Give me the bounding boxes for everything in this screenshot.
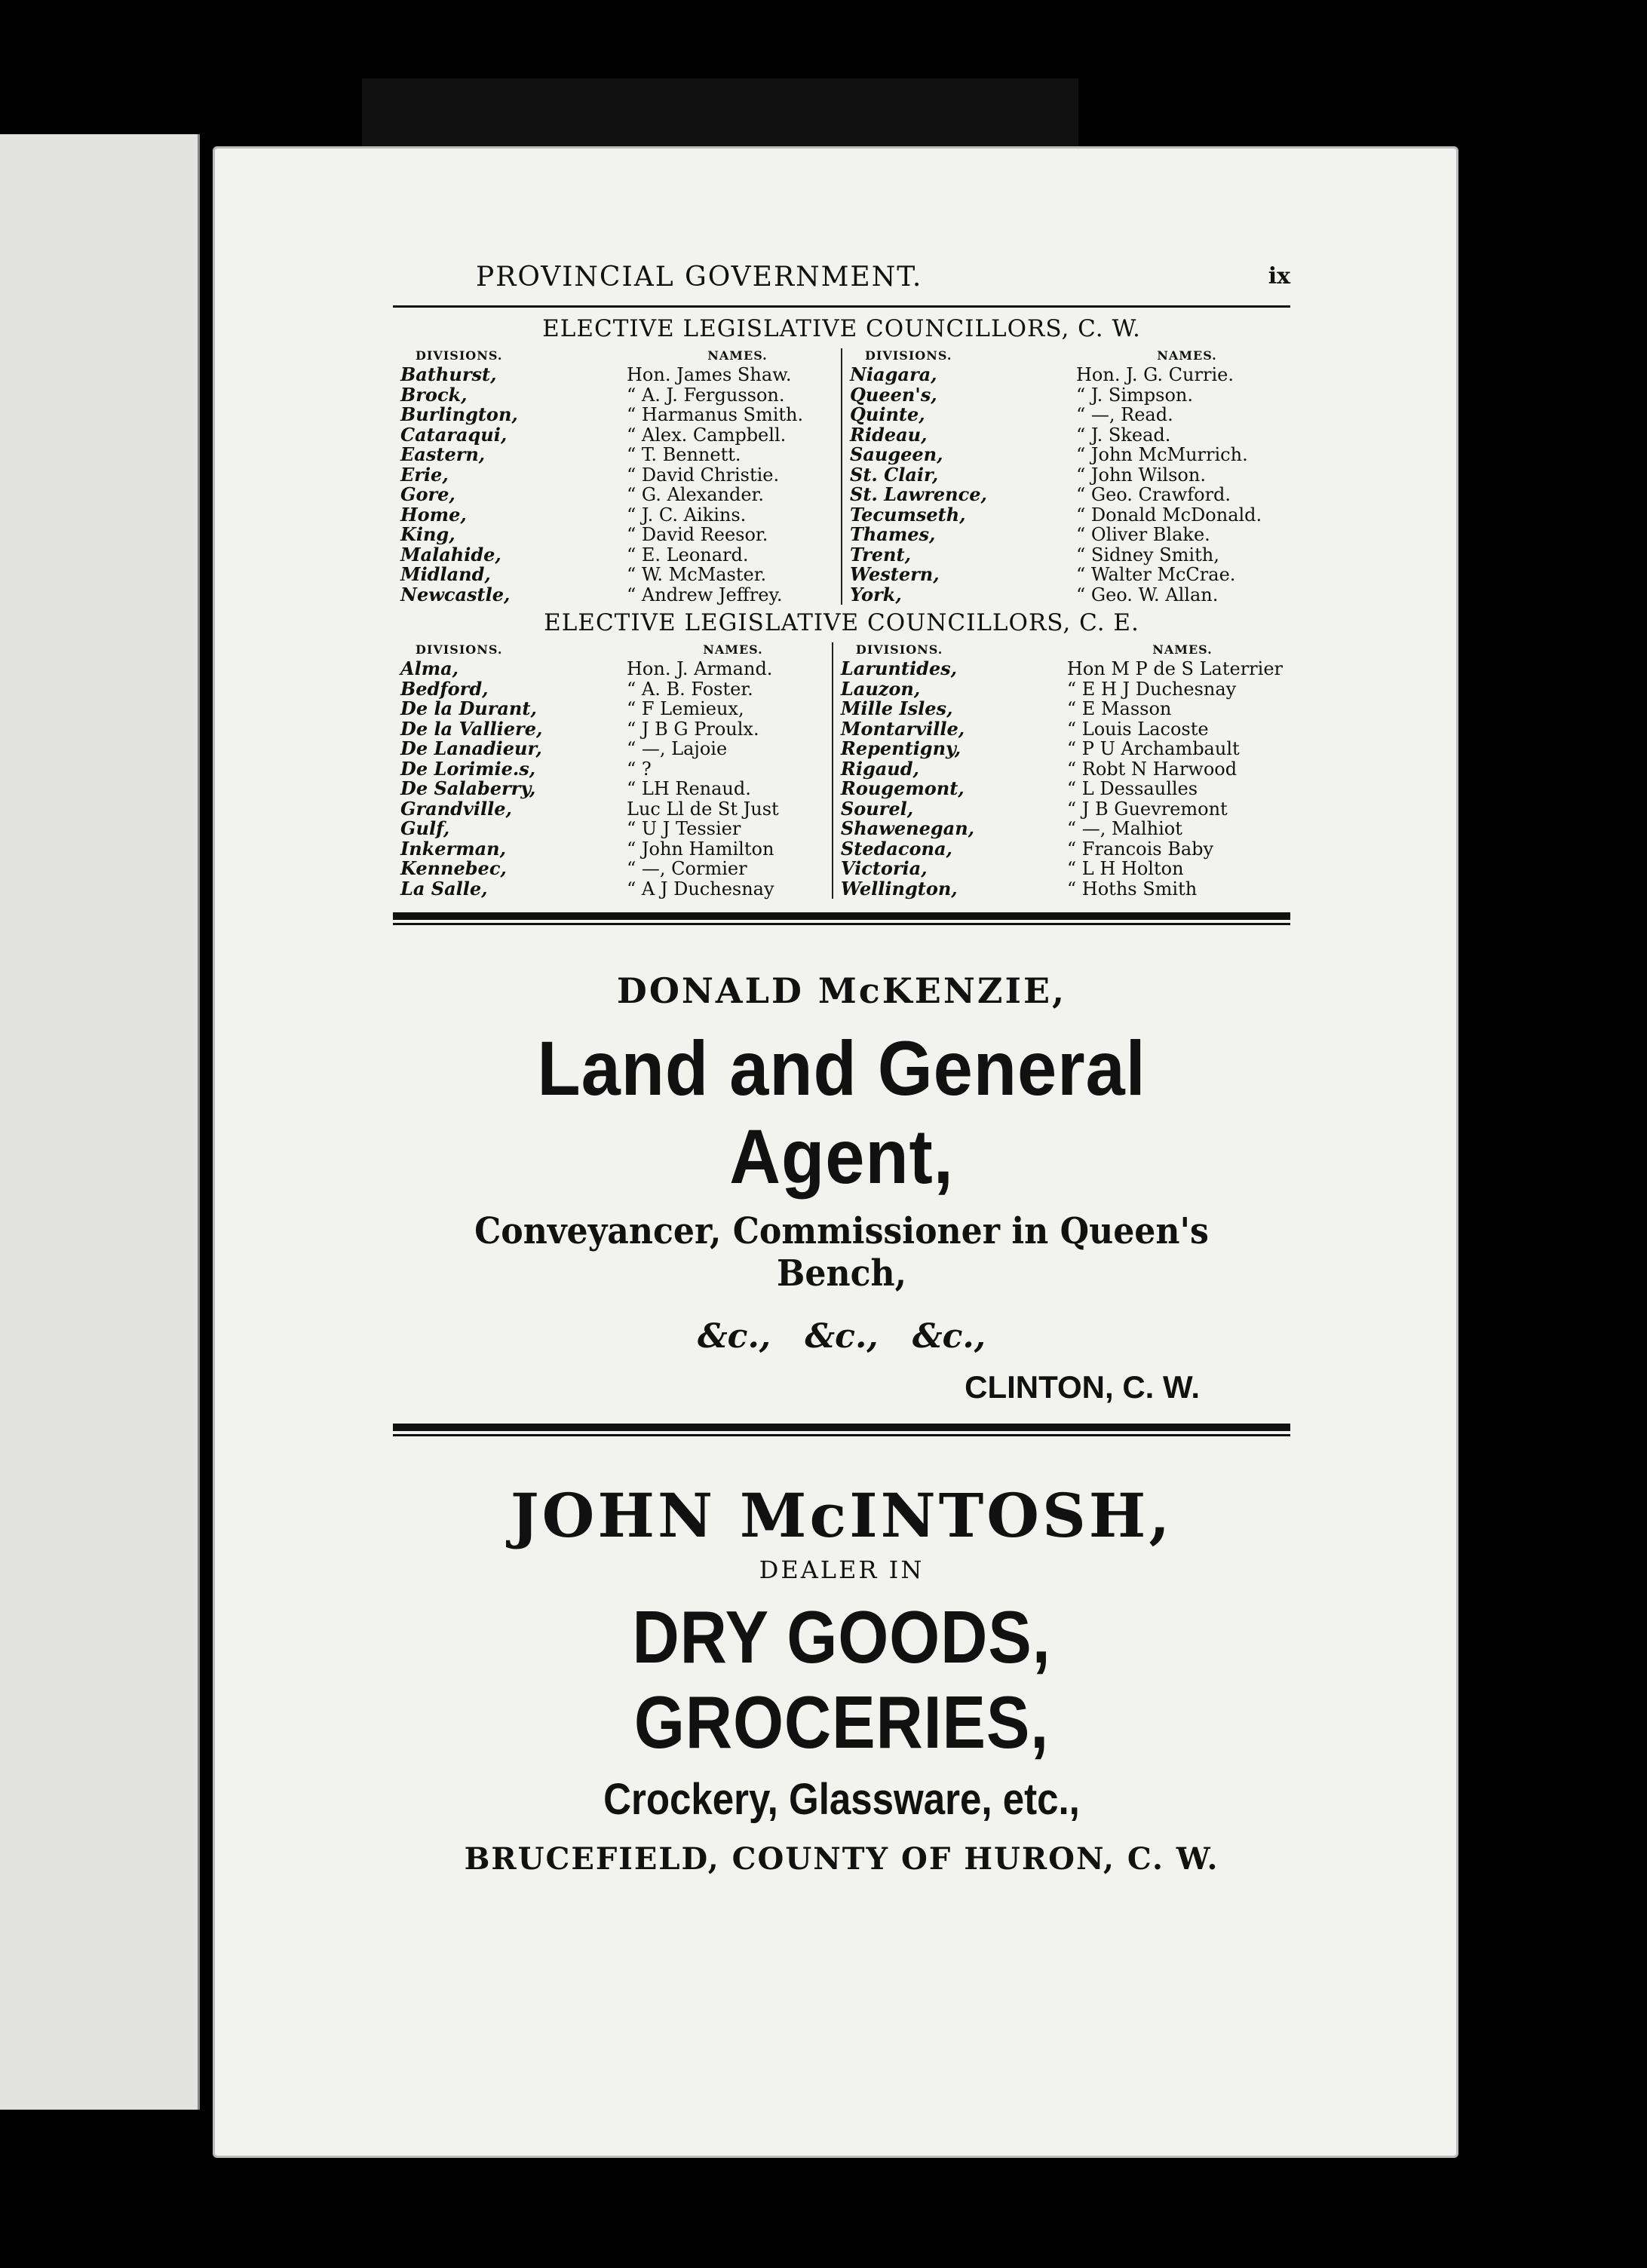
council-row bbox=[400, 759, 824, 780]
councillor-name: “ Sidney Smith, bbox=[1076, 544, 1219, 565]
ad1-town: CLINTON, C. W. bbox=[965, 1369, 1200, 1405]
division-name: Rideau, bbox=[850, 423, 928, 446]
division-name: Thames, bbox=[850, 523, 936, 545]
division-name: De Lorimie.s, bbox=[400, 757, 536, 780]
division-name: Wellington, bbox=[840, 877, 958, 900]
ce-left-rows bbox=[400, 659, 824, 899]
councillor-name: “ Harmanus Smith. bbox=[627, 404, 804, 425]
division-name: Shawenegan, bbox=[840, 817, 975, 839]
ad2-dealer: DEALER IN bbox=[759, 1555, 925, 1584]
councillor-name: “ Donald McDonald. bbox=[1076, 504, 1262, 526]
division-name: Eastern, bbox=[400, 443, 486, 465]
councillor-name: Luc Ll de St Just bbox=[627, 798, 779, 820]
councillor-name: “ J B Guevremont bbox=[1066, 798, 1228, 820]
council-row bbox=[850, 385, 1283, 406]
council-row bbox=[841, 819, 1283, 839]
division-name: Saugeen, bbox=[850, 443, 943, 465]
division-name: Sourel, bbox=[840, 797, 914, 820]
heavy-rule bbox=[393, 1424, 1290, 1436]
ad1-headline: Land and General Agent, bbox=[537, 1025, 1146, 1200]
council-row bbox=[400, 465, 833, 486]
advertisement-mcintosh bbox=[393, 1480, 1290, 1877]
councillor-name: “ Walter McCrae. bbox=[1076, 564, 1236, 585]
councillor-name: “ David Christie. bbox=[627, 464, 780, 486]
council-row bbox=[841, 719, 1283, 740]
councillor-name: Hon. J. G. Currie. bbox=[1076, 364, 1234, 385]
names-header: NAMES. bbox=[703, 642, 763, 657]
councillor-name: “ J B G Proulx. bbox=[627, 718, 759, 740]
ad2-headline: DRY GOODS, GROCERIES, bbox=[632, 1595, 1051, 1764]
councillor-name: “ U J Tessier bbox=[627, 818, 741, 839]
division-name: York, bbox=[850, 583, 902, 605]
advertisement-mckenzie bbox=[393, 970, 1290, 1405]
councillor-name: “ Alex. Campbell. bbox=[627, 424, 787, 446]
council-row bbox=[841, 799, 1283, 820]
councillor-name: “ G. Alexander. bbox=[627, 484, 765, 505]
councillor-name: “ A. B. Foster. bbox=[627, 678, 753, 700]
divisions-header: DIVISIONS. bbox=[416, 642, 503, 657]
names-header: NAMES. bbox=[1152, 642, 1213, 657]
division-name: Laruntides, bbox=[840, 657, 957, 679]
division-name: Rigaud, bbox=[840, 757, 919, 780]
names-header: NAMES. bbox=[707, 348, 768, 363]
ad2-name: JOHN McINTOSH, bbox=[510, 1480, 1173, 1551]
council-row bbox=[850, 465, 1283, 486]
councillor-name: “ A. J. Fergusson. bbox=[627, 384, 785, 406]
council-row bbox=[850, 585, 1283, 605]
council-row bbox=[400, 779, 824, 799]
councillor-name: “ P U Archambault bbox=[1066, 738, 1240, 759]
council-row bbox=[400, 799, 824, 820]
cw-left-rows bbox=[400, 365, 833, 605]
councillor-name: “ —, Cormier bbox=[627, 858, 747, 879]
ad1-name: DONALD McKENZIE, bbox=[616, 970, 1067, 1011]
division-name: Bedford, bbox=[400, 677, 489, 700]
running-title: PROVINCIAL GOVERNMENT. bbox=[476, 262, 923, 293]
councillor-name: “ E Masson bbox=[1066, 698, 1172, 719]
councillor-name: Hon. James Shaw. bbox=[627, 364, 792, 385]
division-name: Kennebec, bbox=[400, 857, 507, 879]
councillor-name: “ Francois Baby bbox=[1066, 838, 1214, 860]
councillor-name: “ John Hamilton bbox=[627, 838, 774, 860]
council-row bbox=[400, 585, 833, 605]
councillor-name: “ A J Duchesnay bbox=[627, 878, 774, 900]
heavy-rule bbox=[393, 912, 1290, 925]
division-name: Stedacona, bbox=[840, 837, 952, 860]
ce-right-head bbox=[841, 642, 1283, 659]
division-name: De la Valliere, bbox=[400, 717, 543, 740]
division-name: Erie, bbox=[400, 463, 449, 486]
division-name: Gulf, bbox=[400, 817, 450, 839]
councillor-name: “ Geo. W. Allan. bbox=[1076, 584, 1219, 605]
ad1-etc: &c., &c., &c., bbox=[697, 1317, 986, 1356]
councillor-name: “ LH Renaud. bbox=[627, 778, 751, 799]
councillor-name: “ L H Holton bbox=[1066, 858, 1184, 879]
council-row bbox=[841, 879, 1283, 900]
councillor-name: “ J. Skead. bbox=[1076, 424, 1171, 446]
cw-council-table bbox=[393, 348, 1290, 605]
division-name: Brock, bbox=[400, 383, 468, 406]
division-name: De la Durant, bbox=[400, 697, 537, 719]
council-row bbox=[841, 679, 1283, 700]
council-row bbox=[850, 405, 1283, 425]
council-row bbox=[850, 525, 1283, 545]
division-name: Lauzon, bbox=[840, 677, 921, 700]
council-row bbox=[400, 719, 824, 740]
council-row bbox=[850, 485, 1283, 505]
council-row bbox=[400, 405, 833, 425]
division-name: Alma, bbox=[400, 657, 459, 679]
left-page-edge bbox=[0, 134, 200, 2110]
names-header: NAMES. bbox=[1157, 348, 1217, 363]
councillor-name: “ Hoths Smith bbox=[1066, 878, 1198, 900]
division-name: Cataraqui, bbox=[400, 423, 508, 446]
ce-section-title: ELECTIVE LEGISLATIVE COUNCILLORS, C. E. bbox=[544, 609, 1139, 636]
divisions-header: DIVISIONS. bbox=[416, 348, 503, 363]
division-name: Inkerman, bbox=[400, 837, 506, 860]
ce-right-rows bbox=[841, 659, 1283, 899]
council-row bbox=[400, 699, 824, 719]
cw-right-rows bbox=[850, 365, 1283, 605]
division-name: Quinte, bbox=[850, 403, 925, 425]
division-name: La Salle, bbox=[400, 877, 488, 900]
cw-section-title: ELECTIVE LEGISLATIVE COUNCILLORS, C. W. bbox=[542, 315, 1141, 342]
councillor-name: “ J. C. Aikins. bbox=[627, 504, 747, 526]
division-name: Newcastle, bbox=[400, 583, 511, 605]
council-row bbox=[850, 565, 1283, 585]
council-row bbox=[400, 485, 833, 505]
councillor-name: “ John McMurrich. bbox=[1076, 444, 1248, 465]
division-name: Malahide, bbox=[400, 543, 501, 565]
division-name: Trent, bbox=[850, 543, 911, 565]
division-name: Niagara, bbox=[850, 363, 937, 385]
division-name: Burlington, bbox=[400, 403, 518, 425]
cw-left-column bbox=[393, 348, 841, 605]
councillor-name: “ Andrew Jeffrey. bbox=[627, 584, 783, 605]
divisions-header: DIVISIONS. bbox=[865, 348, 952, 363]
council-row bbox=[850, 505, 1283, 526]
council-row bbox=[400, 425, 833, 446]
councillor-name: “ John Wilson. bbox=[1076, 464, 1206, 486]
councillor-name: “ Robt N Harwood bbox=[1066, 758, 1238, 780]
council-row bbox=[841, 859, 1283, 879]
division-name: Gore, bbox=[400, 483, 455, 505]
division-name: De Lanadieur, bbox=[400, 737, 542, 759]
councillor-name: “ Oliver Blake. bbox=[1076, 524, 1210, 545]
council-row bbox=[400, 819, 824, 839]
councillor-name: “ L Dessaulles bbox=[1066, 778, 1198, 799]
ce-council-table bbox=[393, 642, 1290, 899]
council-row bbox=[400, 525, 833, 545]
council-row bbox=[850, 545, 1283, 565]
council-row bbox=[841, 779, 1283, 799]
top-scan-strip bbox=[362, 78, 1078, 148]
ad2-address: BRUCEFIELD, COUNTY OF HURON, C. W. bbox=[464, 1841, 1219, 1877]
division-name: De Salaberry, bbox=[400, 777, 536, 799]
council-row bbox=[850, 445, 1283, 465]
council-row bbox=[400, 385, 833, 406]
councillor-name: “ J. Simpson. bbox=[1076, 384, 1194, 406]
council-row bbox=[400, 545, 833, 565]
council-row bbox=[841, 699, 1283, 719]
header-rule bbox=[393, 305, 1290, 308]
councillor-name: “ —, Read. bbox=[1076, 404, 1173, 425]
council-row bbox=[841, 839, 1283, 860]
council-row bbox=[400, 839, 824, 860]
councillor-name: “ David Reesor. bbox=[627, 524, 768, 545]
councillor-name: “ —, Lajoie bbox=[627, 738, 728, 759]
council-row bbox=[841, 739, 1283, 759]
councillor-name: “ E. Leonard. bbox=[627, 544, 749, 565]
cw-left-head bbox=[400, 348, 833, 365]
council-row bbox=[400, 859, 824, 879]
councillor-name: “ W. McMaster. bbox=[627, 564, 767, 585]
running-header bbox=[393, 262, 1290, 302]
council-row bbox=[850, 425, 1283, 446]
council-row bbox=[400, 445, 833, 465]
council-row bbox=[400, 565, 833, 585]
division-name: St. Clair, bbox=[850, 463, 939, 486]
division-name: Grandville, bbox=[400, 797, 512, 820]
division-name: Home, bbox=[400, 503, 467, 526]
councillor-name: Hon. J. Armand. bbox=[627, 658, 773, 679]
councillor-name: “ T. Bennett. bbox=[627, 444, 741, 465]
division-name: Midland, bbox=[400, 563, 491, 585]
division-name: Queen's, bbox=[850, 383, 937, 406]
division-name: Repentigny, bbox=[840, 737, 962, 759]
councillor-name: Hon M P de S Laterrier bbox=[1066, 658, 1283, 679]
divisions-header: DIVISIONS. bbox=[855, 642, 943, 657]
division-name: Western, bbox=[850, 563, 940, 585]
division-name: St. Lawrence, bbox=[850, 483, 987, 505]
councillor-name: “ Geo. Crawford. bbox=[1076, 484, 1231, 505]
councillor-name: “ F Lemieux, bbox=[627, 698, 744, 719]
ce-left-head bbox=[400, 642, 824, 659]
division-name: Victoria, bbox=[840, 857, 928, 879]
council-row bbox=[400, 739, 824, 759]
division-name: Mille Isles, bbox=[840, 697, 953, 719]
division-name: Bathurst, bbox=[400, 363, 497, 385]
council-row bbox=[400, 679, 824, 700]
division-name: Rougemont, bbox=[840, 777, 965, 799]
councillor-name: “ ? bbox=[627, 758, 652, 780]
ce-left-column bbox=[393, 642, 832, 899]
council-row bbox=[400, 505, 833, 526]
councillor-name: “ E H J Duchesnay bbox=[1066, 678, 1237, 700]
council-row bbox=[400, 365, 833, 385]
division-name: King, bbox=[400, 523, 455, 545]
council-row bbox=[841, 759, 1283, 780]
division-name: Tecumseth, bbox=[850, 503, 966, 526]
division-name: Montarville, bbox=[840, 717, 965, 740]
council-row bbox=[400, 879, 824, 900]
council-row bbox=[850, 365, 1283, 385]
document-page bbox=[213, 146, 1458, 2158]
cw-right-head bbox=[850, 348, 1283, 365]
councillor-name: “ Louis Lacoste bbox=[1066, 718, 1209, 740]
page-number: ix bbox=[1268, 263, 1290, 290]
ad2-subline: Crockery, Glassware, etc., bbox=[603, 1775, 1080, 1824]
council-row bbox=[841, 659, 1283, 679]
cw-right-column bbox=[841, 348, 1290, 605]
councillor-name: “ —, Malhiot bbox=[1066, 818, 1182, 839]
ad1-subline: Conveyancer, Commissioner in Queen's Bench, bbox=[474, 1210, 1209, 1295]
council-row bbox=[400, 659, 824, 679]
ce-right-column bbox=[832, 642, 1290, 899]
page-content bbox=[393, 262, 1290, 1877]
